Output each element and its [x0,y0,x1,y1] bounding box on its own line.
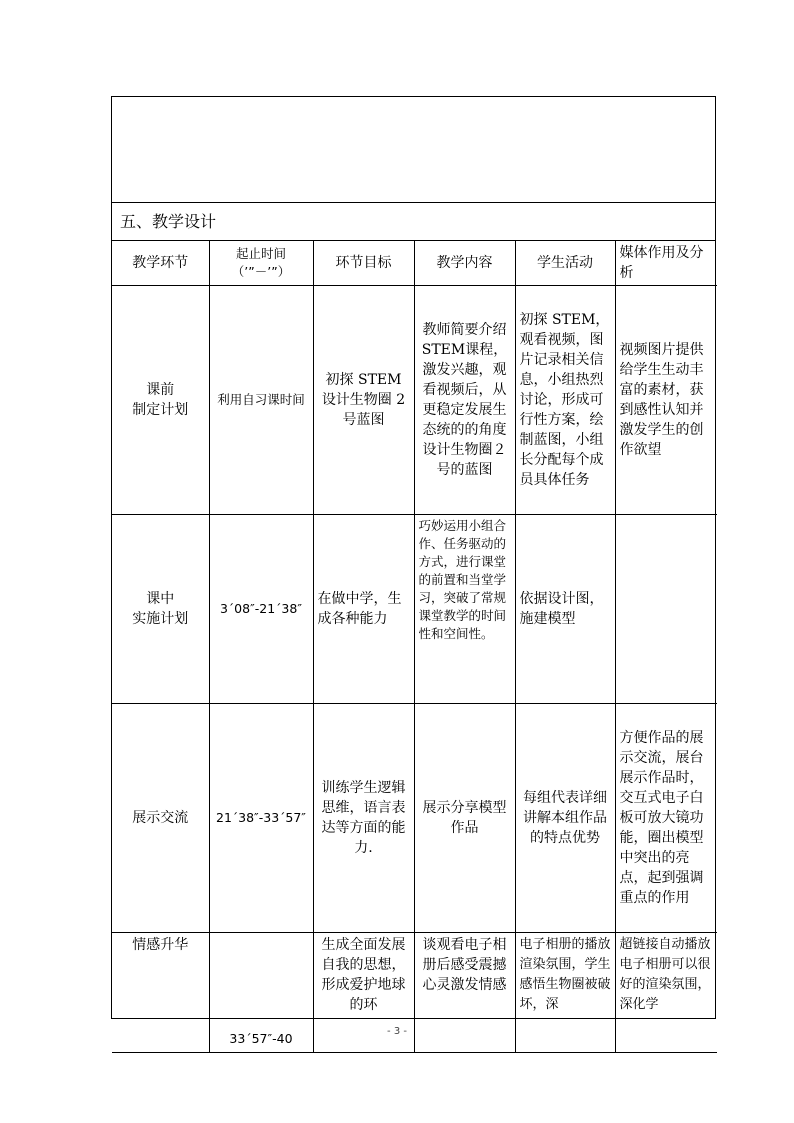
content-cell: 巧妙运用小组合作、任务驱动的方式，进行课堂的前置和当堂学习，突破了常规课堂教学的时间性和空间性。 [414,515,515,704]
goal-cell: 在做中学，生成各种能力 [313,515,414,704]
blank-area [112,97,715,203]
goal-cell: 训练学生逻辑思维，语言表达等方面的能力. [313,704,414,933]
stage-cell: 课前 制定计划 [112,286,209,515]
media-cell [615,515,717,704]
header-goal: 环节目标 [313,241,414,286]
table-row [112,515,717,704]
activity-cell: 电子相册的播放渲染氛围，学生感悟生物圈被破坏，深 [515,933,615,1053]
activity-cell: 每组代表详细讲解本组作品的特点优势 [515,704,615,933]
time-cell: 21´38″-33´57″ [209,704,313,933]
activity-cell: 初探 STEM，观看视频，图片记录相关信息，小组热烈讨论，形成可行性方案，绘制蓝图，小组长分配每个成员具体任务 [515,286,615,515]
time-cell: 33´57″-40 [209,933,313,1053]
header-stage: 教学环节 [112,241,209,286]
header-time: 起止时间 （’”－’”） [209,241,313,286]
goal-cell: 初探 STEM 设计生物圈 2号蓝图 [313,286,414,515]
time-cell: 利用自习课时间 [209,286,313,515]
activity-cell: 依据设计图，施建模型 [515,515,615,704]
stage-cell: 展示交流 [112,704,209,933]
header-media: 媒体作用及分析 [615,241,717,286]
stage-cell: 课中 实施计划 [112,515,209,704]
header-activity: 学生活动 [515,241,615,286]
lesson-plan-frame [111,96,716,1046]
table-row [112,286,717,515]
media-cell: 方便作品的展示交流，展台展示作品时，交互式电子白板可放大镜功能，圈出模型中突出的亮点，起到强调重点的作用 [615,704,717,933]
page-number: - 3 - [387,1026,407,1037]
table-header-row [112,241,717,286]
header-content: 教学内容 [414,241,515,286]
content-cell: 谈观看电子相册后感受震撼心灵激发情感 [414,933,515,1053]
teaching-design-table [112,241,717,1053]
time-cell: 3´08″-21´38″ [209,515,313,704]
section-title: 五、教学设计 [112,203,715,241]
content-cell: 教师简要介绍STEM课程，激发兴趣，观看视频后，从更稳定发展生态统的的角度设计生物圈２号的蓝图 [414,286,515,515]
goal-cell: 生成全面发展自我的思想，形成爱护地球的环 [313,933,414,1053]
content-cell: 展示分享模型作品 [414,704,515,933]
stage-cell: 情感升华 [112,933,209,1053]
table-row [112,704,717,933]
media-cell: 视频图片提供给学生生动丰富的素材，获到感性认知并激发学生的创作欲望 [615,286,717,515]
media-cell: 超链接自动播放电子相册可以很好的渲染氛围，深化学 [615,933,717,1053]
